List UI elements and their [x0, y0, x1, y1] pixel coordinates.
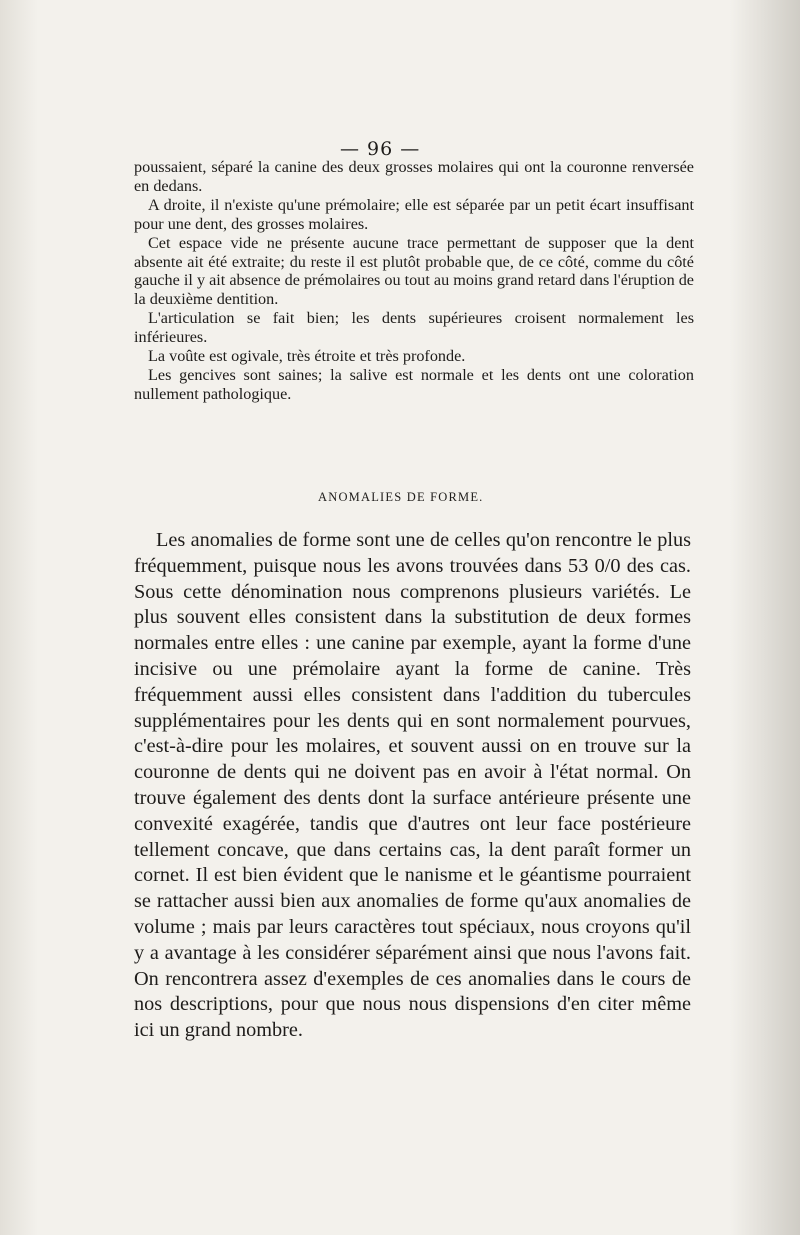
page-shadow-left — [0, 0, 38, 1235]
paragraph-5: La voûte est ogivale, très étroite et très profonde. — [148, 347, 466, 366]
paragraph-3: Cet espace vide ne présente aucune trace permettant de supposer que la dent absente ait été extraite; du reste il est plutôt probable que, de ce côté, comme du côté gauche il y ait absence de prémolaires ou tout au moins grand retard dans l'éruption de la deuxième dentition. — [134, 233, 694, 309]
section-heading: ANOMALIES DE FORME. — [318, 490, 484, 504]
paragraph-1: poussaient, séparé la canine des deux grosses molaires qui ont la couronne renversée en dedans. — [134, 158, 694, 195]
paragraph-4: L'articulation se fait bien; les dents supérieures croisent normalement les inférieures. — [134, 309, 694, 347]
paragraph-6: Les gencives sont saines; la salive est normale et les dents ont une coloration nullement pathologique. — [134, 365, 694, 403]
main-text — [134, 528, 691, 1044]
page-shadow-right — [730, 0, 800, 1235]
case-description — [134, 158, 694, 404]
page-number: — 96 — — [340, 138, 421, 160]
paragraph-2: A droite, il n'existe qu'une prémolaire; elle est séparée par un petit écart insuffisant pour une dent, des grosses molaires. — [134, 195, 694, 233]
main-paragraph: Les anomalies de forme sont une de celles qu'on rencontre le plus fréquemment, puisque nous les avons trouvées dans 53 0/0 des cas. Sous cette dénomination nous comprenons plusieurs variétés. Le plus souvent elles consistent dans la substitution de deux formes normales entre elles : une canine par exemple, ayant la forme d'une incisive ou une prémolaire ayant la forme de canine. Très fréquemment aussi elles consistent dans l'addition du tubercules supplémentaires pour les dents qui en sont normalement pourvues, c'est-à-dire pour les molaires, et souvent aussi on en trouve sur la couronne de dents qui ne doivent pas en avoir à l'état normal. On trouve également des dents dont la surface antérieure présente une convexité exagérée, tandis que d'autres ont leur face postérieure tellement concave, que dans certains cas, la dent paraît former un cornet. Il est bien évident que le nanisme et le géantisme pourraient se rattacher aussi bien aux anomalies de forme qu'aux anomalies de volume ; mais par leurs caractères tout spéciaux, nous croyons qu'il y a avantage à les considérer séparément ainsi que nous l'avons fait. On rencontrera assez d'exemples de ces anomalies dans le cours de nos descriptions, pour que nous nous dispensions d'en citer même ici un grand nombre. — [134, 529, 691, 1042]
